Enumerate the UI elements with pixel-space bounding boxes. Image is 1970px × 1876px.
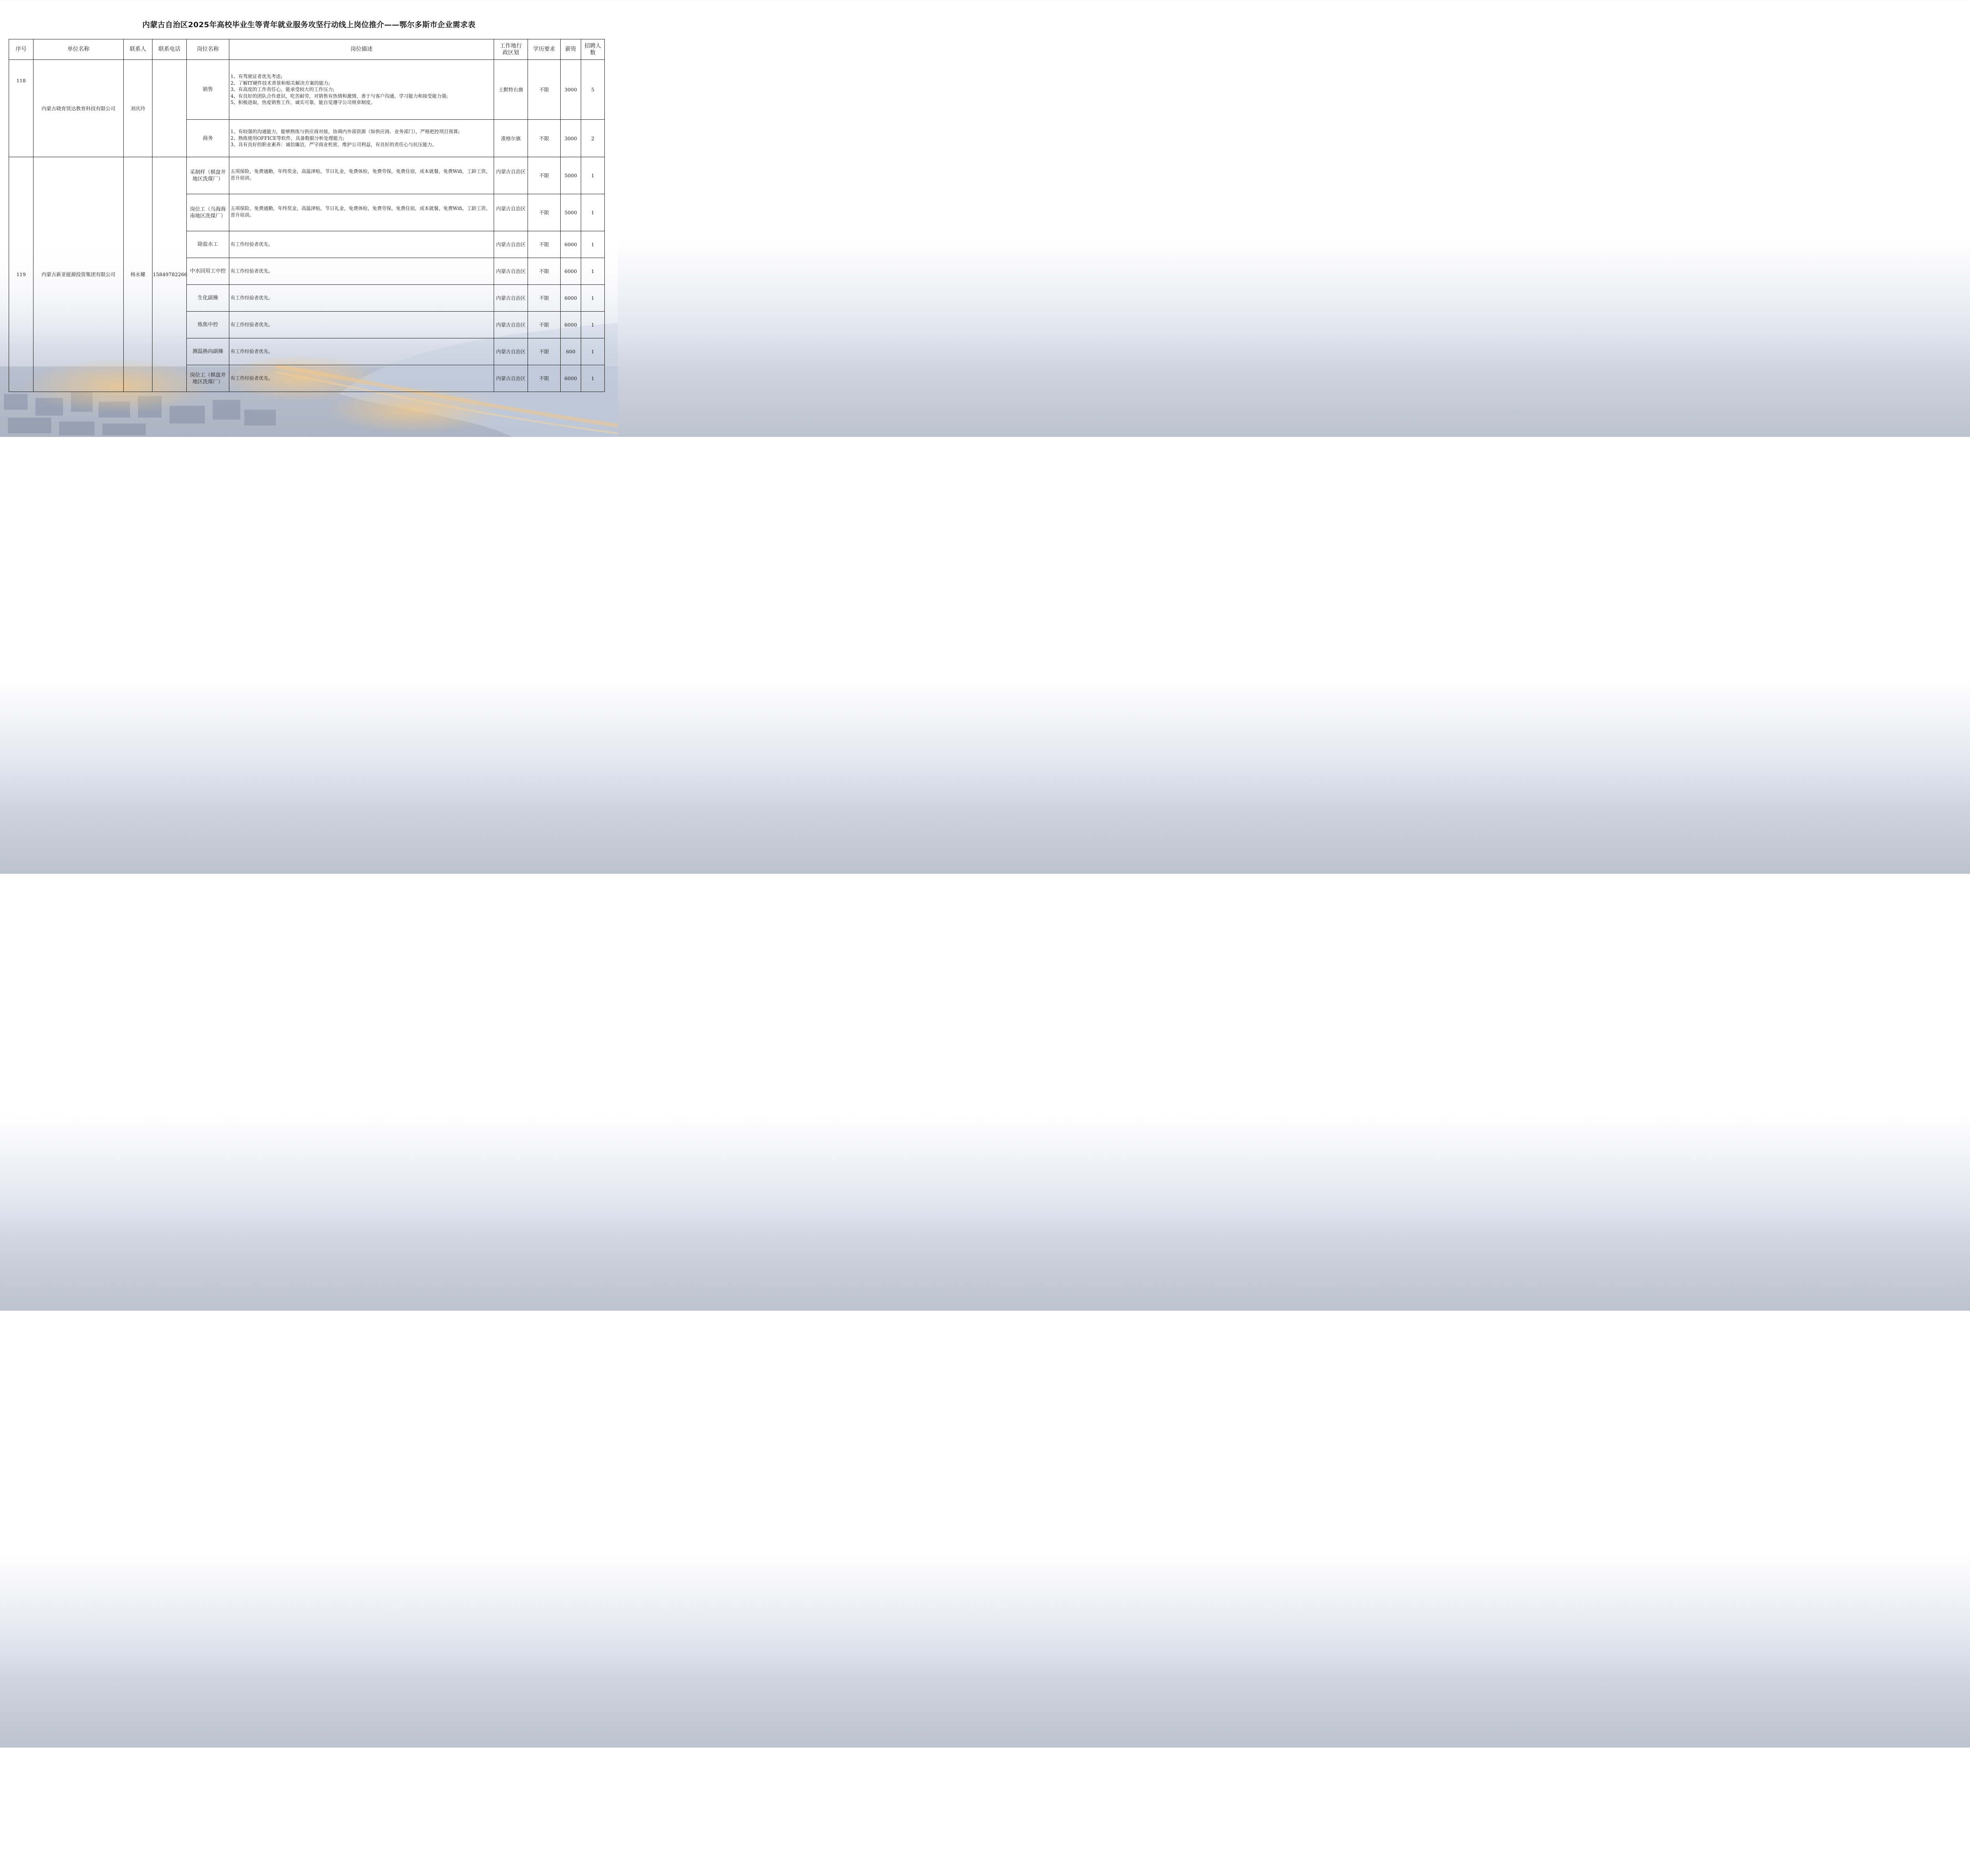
job-education: 不限: [528, 194, 561, 231]
job-description: 有工作经验者优先。: [229, 312, 494, 338]
job-region: 内蒙古自治区: [494, 157, 528, 194]
desc-line: 4、有良好的团队合作意识，吃苦耐劳，对销售有热情和激情，善于与客户沟通，学习能力和接受能力强;: [230, 93, 448, 99]
job-salary: 6000: [561, 285, 581, 312]
header-position: 岗位名称: [187, 39, 229, 60]
job-headcount: 1: [581, 285, 605, 312]
job-demand-table: [9, 39, 605, 392]
job-headcount: 1: [581, 312, 605, 338]
job-salary: 3000: [561, 60, 581, 120]
job-description: 有工作经验者优先。: [229, 338, 494, 365]
job-position: 销售: [187, 60, 229, 120]
header-description: 岗位描述: [229, 39, 494, 60]
job-education: 不限: [528, 120, 561, 157]
header-education: 学历要求: [528, 39, 561, 60]
job-headcount: 2: [581, 120, 605, 157]
job-headcount: 5: [581, 60, 605, 120]
job-position: 岗位工（棋盘井地区洗煤厂）: [187, 365, 229, 392]
job-region: 内蒙古自治区: [494, 194, 528, 231]
job-position: 生化副操: [187, 285, 229, 312]
job-education: 不限: [528, 157, 561, 194]
job-region: 内蒙古自治区: [494, 312, 528, 338]
job-description: 有工作经验者优先。: [229, 285, 494, 312]
job-description: 有工作经验者优先。: [229, 258, 494, 285]
contact-phone: [152, 60, 187, 157]
header-region: 工作地行政区划: [494, 39, 528, 60]
job-position: 除盐水工: [187, 231, 229, 258]
job-region: 内蒙古自治区: [494, 338, 528, 365]
desc-line: 3、有高度的工作责任心，能承受较大的工作压力;: [230, 87, 335, 93]
table-row: [9, 157, 605, 194]
job-education: 不限: [528, 365, 561, 392]
header-seq: 序号: [9, 39, 33, 60]
job-description: 有工作经验者优先。: [229, 365, 494, 392]
job-region: 土默特右旗: [494, 60, 528, 120]
job-headcount: 1: [581, 365, 605, 392]
job-education: 不限: [528, 60, 561, 120]
job-headcount: 1: [581, 194, 605, 231]
job-description: 五项保险，免费通勤，年终奖金，高温津贴，节日礼金，免费体检，免费劳保，免费住宿，成本就餐，免费Wifi，工龄工资，晋升培训。: [229, 194, 494, 231]
job-education: 不限: [528, 285, 561, 312]
job-education: 不限: [528, 338, 561, 365]
job-salary: 5000: [561, 157, 581, 194]
job-position: 岗位工（乌海海南地区洗煤厂）: [187, 194, 229, 231]
job-description: 有工作经验者优先。: [229, 231, 494, 258]
job-region: 准格尔旗: [494, 120, 528, 157]
company-name: 内蒙古新亚能源投资集团有限公司: [33, 157, 124, 392]
job-description: 五项保险，免费通勤，年终奖金，高温津贴，节日礼金，免费体检，免费劳保，免费住宿，成本就餐，免费Wifi，工龄工资，晋升培训。: [229, 157, 494, 194]
contact-person: 杨永耀: [124, 157, 152, 392]
job-headcount: 1: [581, 338, 605, 365]
header-phone: 联系电话: [152, 39, 187, 60]
header-contact: 联系人: [124, 39, 152, 60]
page-title: 内蒙古自治区2025年高校毕业生等青年就业服务攻坚行动线上岗位推介——鄂尔多斯市企业需求表: [142, 20, 476, 29]
job-position: 采制样（棋盘井地区洗煤厂）: [187, 157, 229, 194]
row-seq: 119: [9, 157, 33, 392]
job-salary: 6000: [561, 258, 581, 285]
job-salary: 6000: [561, 365, 581, 392]
job-salary: 5000: [561, 194, 581, 231]
job-description: [229, 60, 494, 120]
job-salary: 3000: [561, 120, 581, 157]
desc-line: 1、有较强的沟通能力，能够熟练与供应商对接，协调内外部资源（如供应商、业务部门），严格把控项目预算;: [230, 129, 460, 135]
job-region: 内蒙古自治区: [494, 231, 528, 258]
job-salary: 6000: [561, 231, 581, 258]
job-salary: 600: [561, 338, 581, 365]
header-headcount: 招聘人数: [581, 39, 605, 60]
job-region: 内蒙古自治区: [494, 285, 528, 312]
job-position: 炼焦中控: [187, 312, 229, 338]
job-position: 测温换向副操: [187, 338, 229, 365]
header-salary: 薪资: [561, 39, 581, 60]
job-region: 内蒙古自治区: [494, 365, 528, 392]
job-headcount: 1: [581, 231, 605, 258]
job-education: 不限: [528, 312, 561, 338]
header-row: [9, 39, 605, 60]
desc-line: 5、积极进取，热爱销售工作，诚实可靠，能自觉遵守公司规章制度。: [230, 100, 375, 106]
job-headcount: 1: [581, 157, 605, 194]
job-headcount: 1: [581, 258, 605, 285]
job-position: 商务: [187, 120, 229, 157]
contact-phone: 15849782266: [152, 157, 187, 392]
job-position: 中水回用工中控: [187, 258, 229, 285]
job-education: 不限: [528, 231, 561, 258]
desc-line: 2、了解IT硬件技术背景和相关解决方案的能力;: [230, 80, 330, 86]
desc-line: 1、有驾驶证者优先考虑;: [230, 74, 282, 80]
row-seq: 118: [16, 78, 26, 84]
job-salary: 6000: [561, 312, 581, 338]
job-region: 内蒙古自治区: [494, 258, 528, 285]
job-education: 不限: [528, 258, 561, 285]
company-name: 内蒙古晓育贤达教育科技有限公司: [33, 60, 124, 157]
header-company: 单位名称: [33, 39, 124, 60]
desc-line: 2、熟练使用OFFICE等软件，具备数据分析处理能力;: [230, 135, 344, 141]
desc-line: 3、具有良好的职业素养：诚信廉洁，严守商业机密，维护公司利益，有良好的责任心与抗压能力。: [230, 142, 437, 148]
table-row: [9, 60, 605, 120]
job-description: [229, 120, 494, 157]
contact-person: 刘庆玲: [124, 60, 152, 157]
